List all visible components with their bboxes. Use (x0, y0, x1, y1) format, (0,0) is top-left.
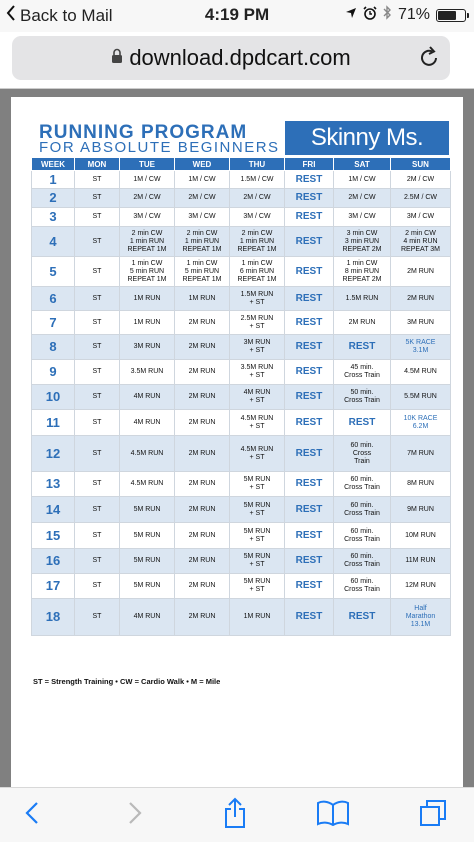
table-cell: ST (75, 335, 120, 360)
table-cell: 2.5M RUN + ST (230, 311, 285, 335)
table-cell: 2M RUN (334, 311, 391, 335)
table-cell: ST (75, 523, 120, 549)
table-row (32, 385, 451, 410)
table-cell: 2 min CW 1 min RUN REPEAT 1M (175, 227, 230, 257)
table-cell: 5.5M RUN (391, 385, 451, 410)
battery-percent: 71% (397, 6, 430, 23)
table-cell: ST (75, 227, 120, 257)
table-cell: 1M / CW (175, 171, 230, 189)
table-cell: 2.5M / CW (391, 189, 451, 208)
table-cell: 5M RUN + ST (230, 472, 285, 497)
table-row (32, 287, 451, 311)
table-cell: REST (285, 189, 334, 208)
table-cell: 2M RUN (175, 523, 230, 549)
table-cell: REST (334, 410, 391, 436)
week-number: 6 (32, 287, 75, 311)
week-number: 5 (32, 257, 75, 287)
table-cell: 1 min CW 8 min RUN REPEAT 2M (334, 257, 391, 287)
table-cell: 5K RACE 3.1M (391, 335, 451, 360)
table-cell: ST (75, 410, 120, 436)
browser-back-button[interactable] (12, 795, 52, 835)
table-cell: 4.5M RUN (391, 360, 451, 385)
week-number: 13 (32, 472, 75, 497)
table-cell: REST (285, 549, 334, 574)
table-cell: REST (285, 360, 334, 385)
table-header-row (32, 158, 451, 171)
table-cell: 3 min CW 3 min RUN REPEAT 2M (334, 227, 391, 257)
table-cell: 2 min CW 4 min RUN REPEAT 3M (391, 227, 451, 257)
share-icon (223, 797, 247, 834)
url-bar[interactable] (12, 36, 450, 80)
table-cell: 4M RUN + ST (230, 385, 285, 410)
table-cell: 2M RUN (175, 360, 230, 385)
table-cell: 2M / CW (230, 189, 285, 208)
table-cell: 60 min. Cross Train (334, 472, 391, 497)
table-row (32, 335, 451, 360)
table-cell: 8M RUN (391, 472, 451, 497)
column-header-sun: SUN (391, 158, 451, 171)
week-number: 16 (32, 549, 75, 574)
week-number: 1 (32, 171, 75, 189)
table-cell: ST (75, 360, 120, 385)
table-cell: 60 min. Cross Train (334, 436, 391, 472)
table-cell: 10K RACE 6.2M (391, 410, 451, 436)
table-row (32, 599, 451, 636)
table-cell: ST (75, 311, 120, 335)
table-row (32, 311, 451, 335)
lock-icon (111, 48, 123, 69)
week-number: 8 (32, 335, 75, 360)
table-row (32, 257, 451, 287)
table-cell: ST (75, 208, 120, 227)
share-button[interactable] (215, 795, 255, 835)
table-cell: 2M RUN (175, 335, 230, 360)
tabs-button[interactable] (413, 795, 453, 835)
table-cell: 2 min CW 1 min RUN REPEAT 1M (120, 227, 175, 257)
table-cell: 3M / CW (175, 208, 230, 227)
week-number: 18 (32, 599, 75, 636)
table-cell: ST (75, 549, 120, 574)
table-cell: 60 min. Cross Train (334, 574, 391, 599)
table-row (32, 410, 451, 436)
table-row (32, 227, 451, 257)
column-header-thu: THU (230, 158, 285, 171)
table-cell: REST (285, 227, 334, 257)
table-cell: 2M RUN (175, 385, 230, 410)
table-cell: REST (334, 599, 391, 636)
table-cell: ST (75, 599, 120, 636)
table-cell: ST (75, 189, 120, 208)
week-number: 14 (32, 497, 75, 523)
table-cell: REST (285, 287, 334, 311)
browser-back-icon (25, 801, 39, 830)
table-row (32, 189, 451, 208)
table-cell: REST (285, 311, 334, 335)
browser-forward-button[interactable] (115, 795, 155, 835)
table-cell: 2M RUN (175, 410, 230, 436)
table-cell: 2 min CW 1 min RUN REPEAT 1M (230, 227, 285, 257)
table-row (32, 171, 451, 189)
table-cell: ST (75, 257, 120, 287)
battery-fill (438, 11, 456, 20)
table-cell: 50 min. Cross Train (334, 385, 391, 410)
table-cell: 60 min. Cross Train (334, 497, 391, 523)
table-cell: 2M / CW (175, 189, 230, 208)
table-row (32, 360, 451, 385)
week-number: 11 (32, 410, 75, 436)
table-cell: REST (285, 472, 334, 497)
table-cell: REST (285, 436, 334, 472)
table-cell: 4M RUN (120, 410, 175, 436)
table-cell: 3M RUN (120, 335, 175, 360)
location-arrow-icon (345, 6, 357, 24)
browser-toolbar (0, 787, 474, 842)
table-cell: ST (75, 574, 120, 599)
table-cell: 2M / CW (120, 189, 175, 208)
table-cell: 2M RUN (175, 472, 230, 497)
table-cell: REST (285, 257, 334, 287)
table-cell: 5M RUN + ST (230, 523, 285, 549)
table-cell: 3M / CW (391, 208, 451, 227)
table-cell: 5M RUN (120, 549, 175, 574)
table-row (32, 472, 451, 497)
table-cell: 1.5M RUN (334, 287, 391, 311)
table-cell: REST (334, 335, 391, 360)
table-cell: 2M RUN (391, 257, 451, 287)
document-header (30, 120, 450, 157)
table-cell: 5M RUN + ST (230, 574, 285, 599)
battery-icon (436, 9, 466, 22)
week-number: 4 (32, 227, 75, 257)
table-cell: REST (285, 523, 334, 549)
week-number: 12 (32, 436, 75, 472)
table-cell: ST (75, 171, 120, 189)
table-cell: 1M RUN (175, 287, 230, 311)
table-row (32, 497, 451, 523)
table-cell: 2M RUN (175, 599, 230, 636)
week-number: 15 (32, 523, 75, 549)
tabs-icon (419, 799, 447, 832)
table-cell: ST (75, 385, 120, 410)
column-header-wed: WED (175, 158, 230, 171)
table-cell: REST (285, 410, 334, 436)
table-cell: 1.5M RUN + ST (230, 287, 285, 311)
table-cell: 2M RUN (391, 287, 451, 311)
table-cell: REST (285, 574, 334, 599)
browser-forward-icon (128, 801, 142, 830)
table-cell: 5M RUN (120, 523, 175, 549)
alarm-clock-icon (363, 6, 377, 25)
table-cell: REST (285, 497, 334, 523)
table-cell: 1M RUN (120, 287, 175, 311)
table-cell: 45 min. Cross Train (334, 360, 391, 385)
column-header-sat: SAT (334, 158, 391, 171)
bookmarks-icon (316, 800, 350, 831)
table-cell: 1 min CW 5 min RUN REPEAT 1M (175, 257, 230, 287)
url-text: download.dpdcart.com (129, 45, 351, 70)
table-cell: 1M RUN (230, 599, 285, 636)
table-cell: REST (285, 171, 334, 189)
table-cell: REST (285, 599, 334, 636)
table-cell: 4.5M RUN (120, 436, 175, 472)
table-cell: 3.5M RUN + ST (230, 360, 285, 385)
table-row (32, 549, 451, 574)
column-header-week: WEEK (32, 158, 75, 171)
table-cell: 12M RUN (391, 574, 451, 599)
week-number: 10 (32, 385, 75, 410)
table-cell: 1.5M / CW (230, 171, 285, 189)
table-cell: 2M RUN (175, 574, 230, 599)
table-cell: ST (75, 436, 120, 472)
table-cell: 3M / CW (334, 208, 391, 227)
table-cell: 3M / CW (120, 208, 175, 227)
table-cell: 4.5M RUN (120, 472, 175, 497)
table-cell: 2M / CW (334, 189, 391, 208)
table-cell: ST (75, 497, 120, 523)
column-header-fri: FRI (285, 158, 334, 171)
table-body (32, 171, 451, 636)
status-bar (0, 0, 474, 32)
column-header-mon: MON (75, 158, 120, 171)
week-number: 7 (32, 311, 75, 335)
table-cell: 1 min CW 5 min RUN REPEAT 1M (120, 257, 175, 287)
table-cell: 5M RUN (120, 497, 175, 523)
table-cell: REST (285, 335, 334, 360)
program-title: RUNNING PROGRAM (39, 122, 248, 143)
table-row (32, 574, 451, 599)
status-time: 4:19 PM (204, 5, 270, 24)
week-number: 9 (32, 360, 75, 385)
table-cell: Half Marathon 13.1M (391, 599, 451, 636)
table-cell: 5M RUN + ST (230, 497, 285, 523)
bluetooth-icon (383, 5, 392, 25)
table-cell: 4M RUN (120, 385, 175, 410)
week-number: 17 (32, 574, 75, 599)
table-row (32, 208, 451, 227)
week-number: 2 (32, 189, 75, 208)
table-cell: 60 min. Cross Train (334, 549, 391, 574)
table-cell: 1M / CW (120, 171, 175, 189)
table-cell: 10M RUN (391, 523, 451, 549)
column-header-tue: TUE (120, 158, 175, 171)
table-row (32, 523, 451, 549)
table-cell: 1 min CW 6 min RUN REPEAT 1M (230, 257, 285, 287)
table-cell: 5M RUN + ST (230, 549, 285, 574)
table-cell: 2M RUN (175, 436, 230, 472)
back-to-mail-label: Back to Mail (20, 5, 113, 25)
table-cell: REST (285, 208, 334, 227)
program-table (31, 157, 451, 636)
legend: ST = Strength Training • CW = Cardio Walk • M = Mile (33, 677, 221, 686)
table-cell: 5M RUN (120, 574, 175, 599)
table-cell: 7M RUN (391, 436, 451, 472)
table-cell: 2M RUN (175, 311, 230, 335)
table-cell: 4.5M RUN + ST (230, 410, 285, 436)
table-cell: 2M / CW (391, 171, 451, 189)
table-cell: REST (285, 385, 334, 410)
table-cell: 11M RUN (391, 549, 451, 574)
brand-logo: Skinny Ms. (285, 121, 449, 155)
bookmarks-button[interactable] (313, 795, 353, 835)
table-cell: 9M RUN (391, 497, 451, 523)
table-cell: 4M RUN (120, 599, 175, 636)
table-cell: 2M RUN (175, 497, 230, 523)
table-cell: 3M RUN + ST (230, 335, 285, 360)
table-cell: ST (75, 472, 120, 497)
table-cell: 60 min. Cross Train (334, 523, 391, 549)
table-cell: 2M RUN (175, 549, 230, 574)
week-number: 3 (32, 208, 75, 227)
table-row (32, 436, 451, 472)
program-subtitle: FOR ABSOLUTE BEGINNERS (39, 139, 280, 156)
table-cell: ST (75, 287, 120, 311)
table-cell: 1M / CW (334, 171, 391, 189)
table-cell: 3.5M RUN (120, 360, 175, 385)
table-cell: 3M RUN (391, 311, 451, 335)
table-cell: 1M RUN (120, 311, 175, 335)
reload-icon[interactable] (418, 45, 440, 74)
table-cell: 3M / CW (230, 208, 285, 227)
table-cell: 4.5M RUN + ST (230, 436, 285, 472)
